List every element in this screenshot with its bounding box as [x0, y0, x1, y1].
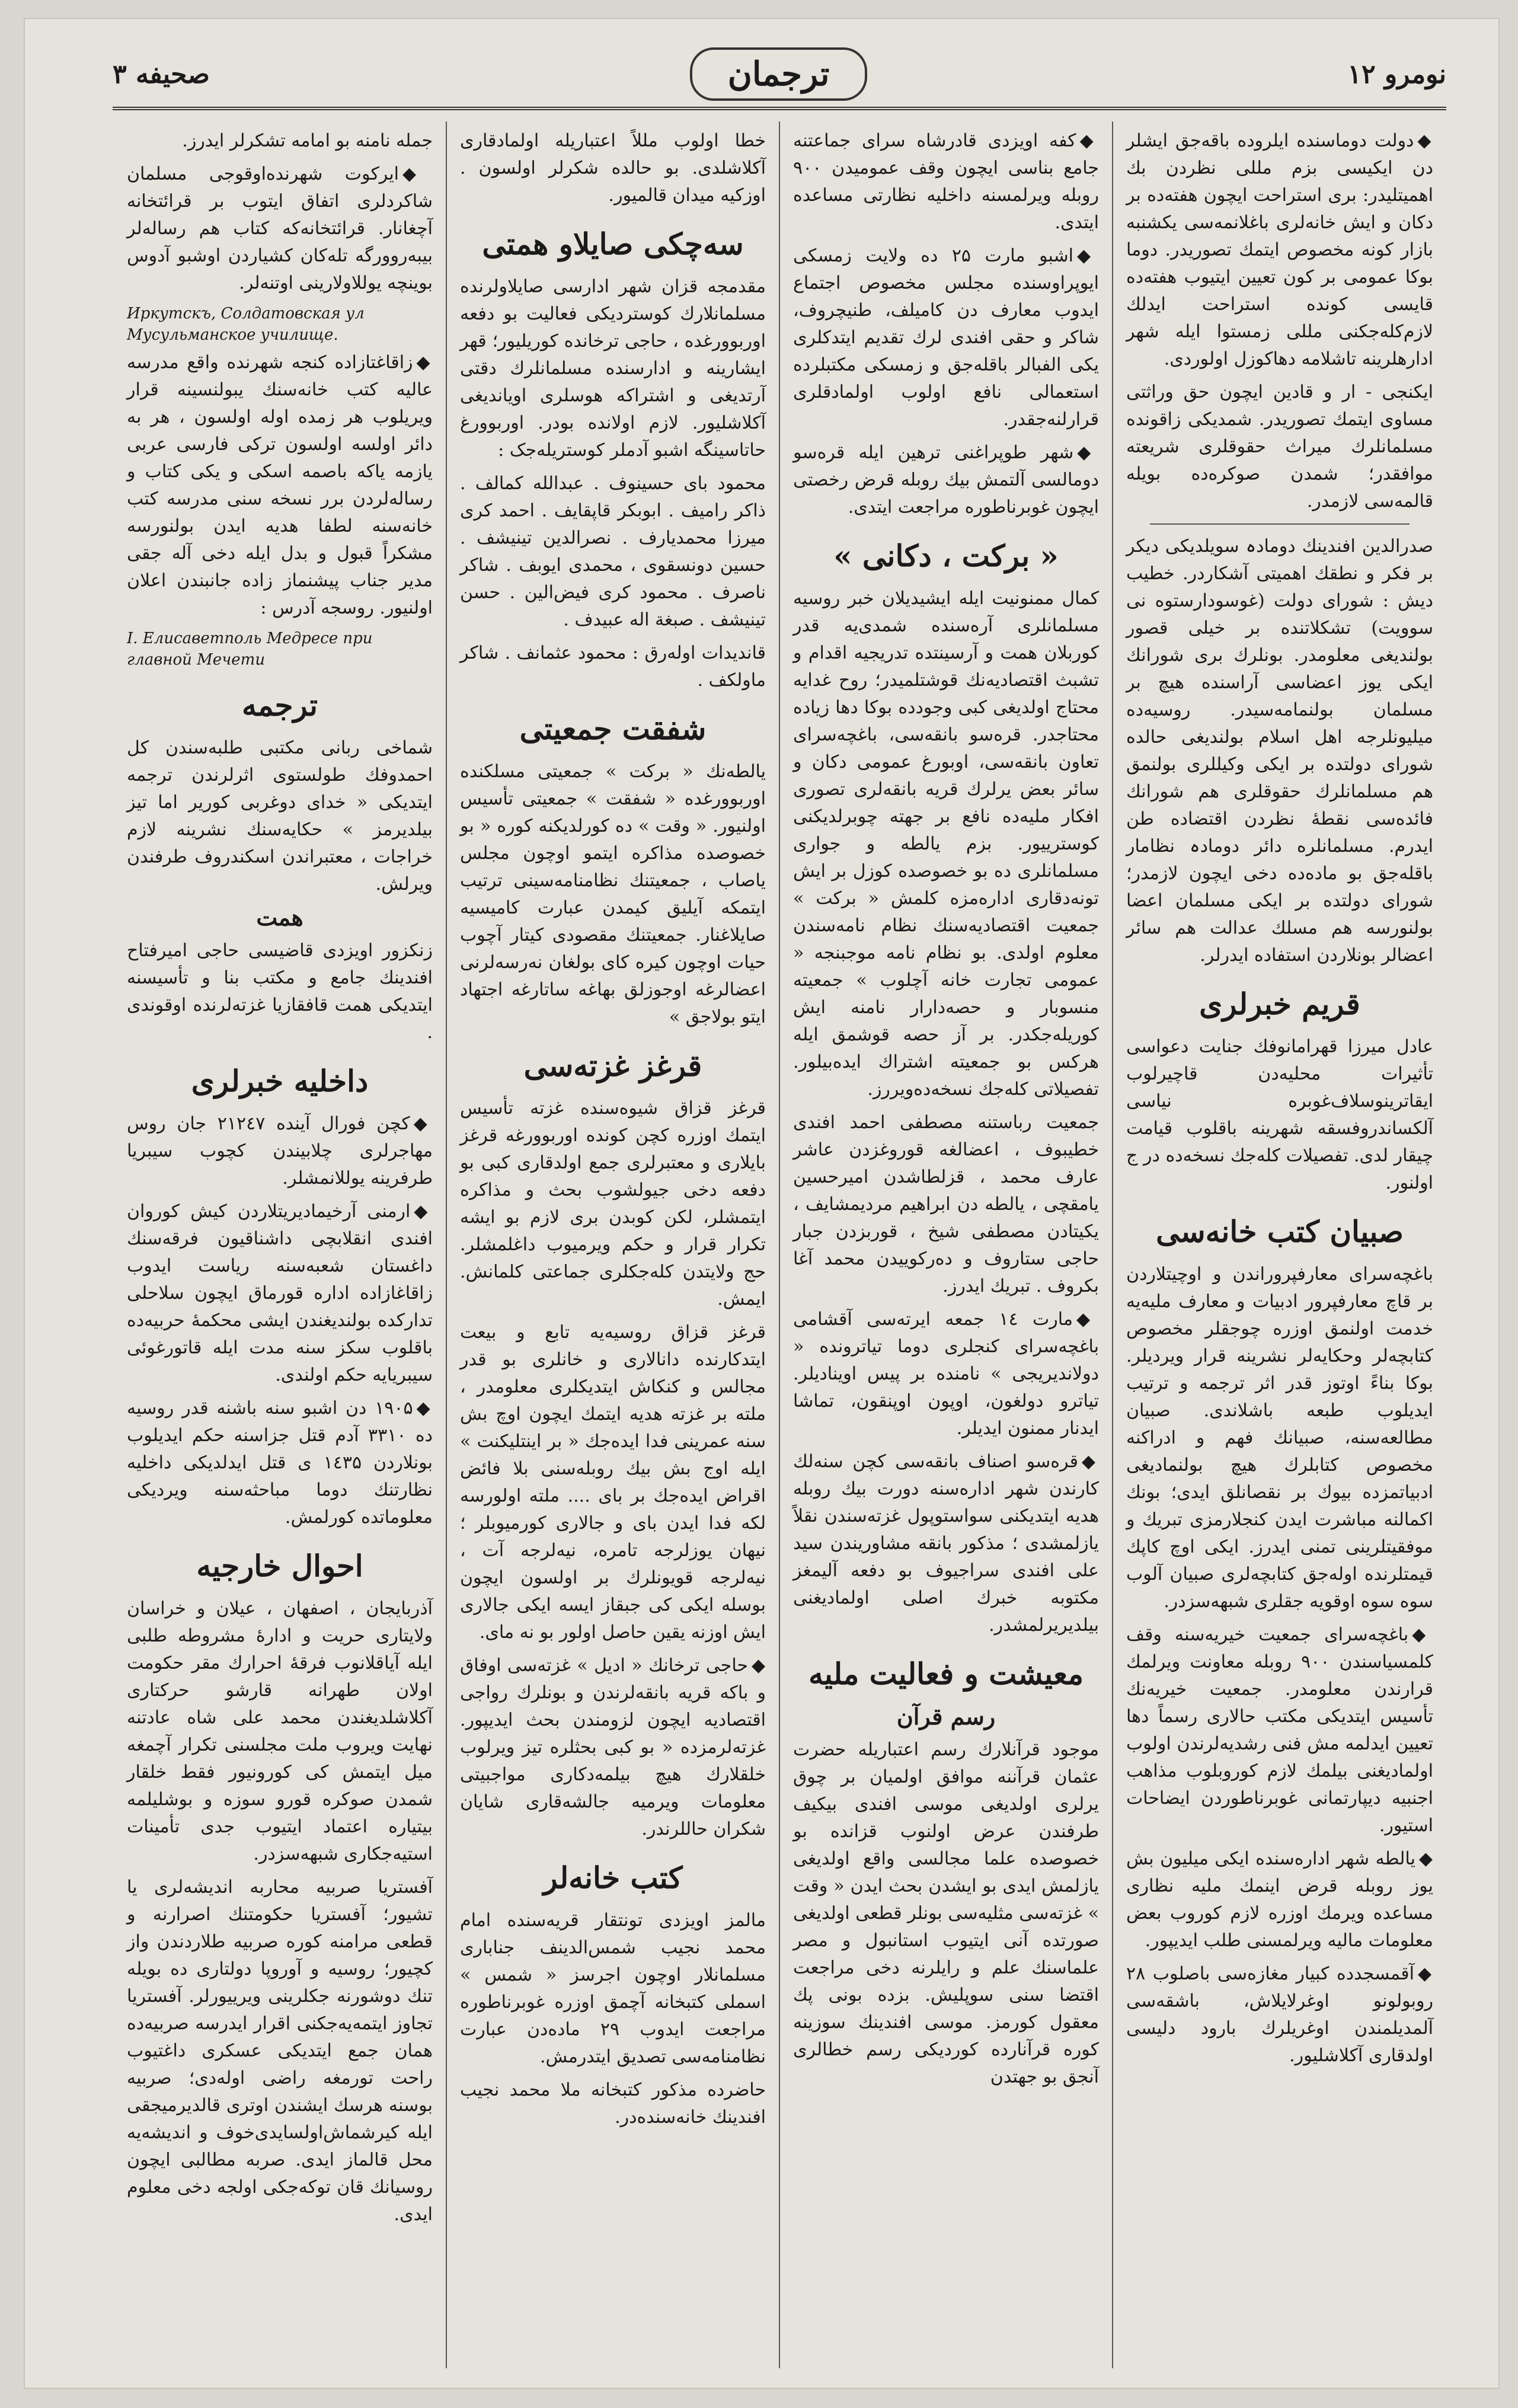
article-text: آقمسجدده کبیار مغازه‌سی باصلوب ۲۸ روبولونو اوغرلایلاش، باشقه‌سی آلمدیلمندن اوغریلرك بارود دلیسی اولدقاری آکلاشلیور.: [1126, 1963, 1433, 2066]
column-2: [780, 122, 1113, 2368]
russian-address: I. Елисаветполь Медресе при главной Мечети: [127, 630, 373, 669]
article-text: دولت دوماسنده ایلروده باقه‌جق ایشلر دن ایکیسی بزم مللی نظردن بك اهمیتلیدر: بری استراحت ایچون هفته‌ده بر دکان و ایش خانه‌لری باغلانمه‌سی یکشنبه بازار کونه مخصوص ایتمك تصوریدر. دوما بوکا عمومی بر کون تعیین ایتیوب هفته‌ده قایسی کونده استراحت ایدلك لازم‌کله‌جکنی مللی زمستوا ایله شهر ادارهلرینه تاشلامه دهاکوزل اولوردی.: [1126, 130, 1433, 369]
article-text: کفه اویزدی قادرشاه سرای جماعتنه جامع بناسی ایچون وقف عمومیدن ۹۰۰ روبله ویرلمسنه داخلیه نظارتی مساعده ایتدی.: [793, 130, 1099, 233]
article: [460, 1907, 766, 2071]
section-heading: معیشت و فعالیت ملیه: [808, 1656, 1084, 1691]
article: [793, 585, 1099, 1103]
article-text: صدرالدین افندینك دومادہ سویلدیکی دیکر بر فکر و نطقك اهمیتی آشکاردر. خطیب دیش : شورای دولت (غوسودارستوه نی سوویت) تشکلاتنده بر خیلی قصور بولندیغی معلومدر. بونلرك بری شورانك ایکی یوز اعضاسی آراسنده هیچ بر مسلمان بولنمامه‌سیدر. روسیه‌ده میلیونلرجه اهل اسلام بولندیغی حالده شورای دولتده بر ایکی وکیللری بولنمق هم مسلمانلرك حقوقلری هم شورانك فائده‌سی نقطه‌ٔ نظردن اقتضاده طن ایدرم. مسلمانلره دائر دومادہ نظامار باقله‌جق بو ماده‌ده دخی ایچون لازمدر؛ شورای دولتده بر ایکی مسلمان اعضا بولنورسه هم مسلك عدالت هم سائر اعضالر بونلاردن استفاده ایدرلر.: [1126, 536, 1433, 966]
divider: [1150, 523, 1410, 525]
article: ◆باغچه‌سرای جمعیت خیریه‌سنه وقف کلمسیاسندن ۹۰۰ روبله معاونت ویرلمك قرارندن معلومدر. جمعیت خیریه‌نك تأسیس ایتدیکی مکتب حالاری رسماً دها تعیین ایدلمه مش فنی رشدیه‌لرندن اولوب اولمادیغنی بیلمك لازم کوروبلوب مذاهب اجنبیه دیپارتمانی غوبرناطوردن ایضاحات استیور.: [1126, 1624, 1433, 1836]
subheading: همت: [256, 904, 303, 931]
newspaper-title: ترجمان: [690, 47, 868, 101]
article: ◆اشبو مارت ۲۵ ده ولایت زمسکی ایوپراوسنده مجلس مخصوص اجتماع ایدوب معارف دن کامیلف، طنیچروف، شاکر و حقی افندی لرك تقدیم ایتدکلری یکی الفبالر باقله‌جق و زمسکی مکتبلرده استعمالی نافع اولوب اولمادقلری قرارلنه‌جقدر.: [793, 245, 1099, 430]
article: ◆دولت دوماسنده ایلروده باقه‌جق ایشلر دن ایکیسی بزم مللی نظردن بك اهمیتلیدر: بری استراحت ایچون هفته‌ده بر دکان و ایش خانه‌لری باغلانمه‌سی یکشنبه بازار کونه مخصوص ایتمك تصوریدر. دوما بوکا عمومی بر کون تعیین ایتیوب هفته‌ده قایسی کونده استراحت ایدلك لازم‌کله‌جکنی مللی زمستوا ایله شهر ادارهلرینه تاشلامه دهاکوزل اولوردی.: [1126, 130, 1433, 369]
article-text: ۱۹۰۵ دن اشبو سنه باشنه قدر روسیه ده ۳۳۱۰ آدم قتل جزاسنه حکم ایدیلوب بونلاردن ۱٤۳۵ ی قتل ایدلدیکی داخلیه نظارتنك دوما مباحثه‌سنه ویردیکی معلوماتده کورلمش.: [127, 1398, 433, 1528]
article: ◆کچن فورال آینده ۲۱۲٤۷ جان روس مهاجرلری چلابیندن کچوب سیبریا طرفرینه یوللانمشلر.: [127, 1113, 433, 1189]
article: ◆کفه اویزدی قادرشاه سرای جماعتنه جامع بناسی ایچون وقف عمومیدن ۹۰۰ روبله ویرلمسنه داخلیه نظارتی مساعده ایتدی.: [793, 130, 1099, 233]
article-text: باغچه‌سرای جمعیت خیریه‌سنه وقف کلمسیاسندن ۹۰۰ روبله معاونت ویرلمك قرارندن معلومدر. جمعیت خیریه‌نك تأسیس ایتدیکی مکتب حالاری رسماً دها تعیین ایدلمه مش فنی رشدیه‌لرندن اولوب اولمادیغنی بیلمك لازم کوروبلوب مذاهب اجنبیه دیپارتمانی غوبرناطوردن ایضاحات استیور.: [1126, 1624, 1433, 1836]
article: [793, 1109, 1099, 1300]
section-heading: ترجمه: [241, 688, 318, 723]
section-heading: شفقت جمعیتی: [519, 711, 707, 746]
article: ◆قرەسو اصناف بانقه‌سی کچن سنه‌لك کارندن شهر اداره‌سنه دورت بیك روبله هدیه ایتدیکنی سواستوپول غزته‌سندن نقلاً یازلمشدی ؛ مذکور بانقه مشاوریندن سید علی افندی سراجیوف بو دفعه آلیمغز مکتوبه خبرك اصلی اولمادیغنی بیلدیریرلمشدر.: [793, 1451, 1099, 1636]
article: [127, 1595, 433, 1868]
article: [460, 758, 766, 1031]
article-text: آذربایجان ، اصفهان ، عیلان و خراسان ولایتاری حریت و ادارهٔ مشروطه طلبی ایله آیاقلانوب فرقهٔ احرارك مقر حکومت اولان طهرانه قارشو حرکتاری آکلاشلدیغندن محمد علی شاه عادتنه نهایت ویروب ملت مجلسنی تکرار آچمغه میل ایتمش کی کورونیور فقط خلقار شمدن صوکره قورو سوزه و بوشلیلمه بیتیاره اعتماد ایتیوب جدی تأمینات استیه‌جکاری شبهه‌سزدر.: [127, 1598, 433, 1864]
section-heading: « برکت ، دکانی »: [833, 538, 1059, 573]
article-text: زنکزور اویزدی قاضیسی حاجی امیرفتاح افندینك جامع و مکتب بنا و تأسیسنه ایتدیکی همت قافقازیا غزته‌لرنده اوقوندی .: [127, 940, 433, 1043]
article-text: قرغز قزاق شیوه‌سنده غزته تأسیس ایتمك اوزره کچن کونده اوربوورغه قرغز بایلاری و معتبرلری جمع اولدقاری کبی بو دفعه دخی جیولشوب بحث و مذاکره ایتمشلر، لکن کوبدن بری لازم بو ایشه تکرار قرار و حکم ویرمیوب داغلمشلر. حج ولایتدن کلەجکلری جماعتی کلمانش. ایمش.: [460, 1098, 766, 1310]
column-4: [114, 122, 447, 2368]
article-text: قاندیدات اولەرق : محمود عثمانف . شاکر ماولکف .: [460, 643, 766, 691]
russian-address: Иркутскъ, Солдатовская ул Мусульманское училище.: [127, 305, 365, 344]
article: [793, 1736, 1099, 2091]
article: ◆حاجی ترخانك « ادیل » غزته‌سی اوفاق و باکه قریه بانقه‌لرندن و بونلرك رواجی اقتصادیه ایچون لزومندن بحث ایدیپور. غزته‌لرمزده « بو کبی بحثلره تیز ویرلوب خلقلارك هیچ بیلمه‌دکاری مواجبیتی معلومات ویرمیه جالشه‌قاری شایان شکران حاللرندر.: [460, 1655, 766, 1839]
article: [460, 1319, 766, 1646]
article-text: عادل میرزا قهرامانوفك جنایت دعواسی تأثیرات محلیه‌دن قاچیرلوب ایقاترینوسلاف‌غوبره نیاسی آلکساندروفسقه شهرینه باقلوب قیامت چیقار لدی. تفصیلات کلەجك نسخه‌ده در ج اولنور.: [1126, 1036, 1433, 1193]
article: ◆زاقاغتازاده کنجه شهرنده واقع مدرسه عالیه کتب خانه‌سنك یبولنسینه قرار ویریلوب هر زمده اوله اولسون ، هر به دائر اولسه اولسون ترکی فارسی عربی یازمه یاکه باصمه اسکی و یکی کتاب و رساله‌لردن برر نسخه سنی مدرسه کتب خانه‌سنه لطفا هدیه ایدن بولنورسه مشکراً قبول و بدل ایله دخی آله جقی مدیر جناب پیشنماز زاده جانبندن اعلان اولنیور. روسجه آدرس :: [127, 352, 433, 618]
article-text: ایرکوت شهرنده‌اوقوجی مسلمان شاکردلری اتفاق ایتوب بر قرائتخانه آچغانار. قرائتخانه‌که کتاب هم رساله‌لر بیبه‌روورگه تله‌کان کشیاردن اوشبو آدوس بوینچه یوللاولارینی اوتنه‌لر.: [127, 164, 433, 293]
article: [127, 127, 433, 155]
article-text: جمله نامنه بو امامه تشکرلر ایدرز.: [182, 130, 433, 151]
column-3: [447, 122, 780, 2368]
article-text: حاضرده مذکور کتبخانه ملا محمد نجیب افندینك خانه‌سنده‌در.: [460, 2080, 766, 2128]
article: [460, 640, 766, 694]
section-heading: احوال خارجیه: [196, 1548, 363, 1583]
column-1: [1113, 122, 1446, 2368]
section-heading: قریم خبرلری: [1199, 986, 1360, 1021]
article: [1126, 1033, 1433, 1197]
article-text: مارت ۱٤ جمعه ایرته‌سی آقشامی باغچه‌سرای کنجلری دوما تیاترونده « دولاندیریجی » نامنده بر پیس اوینادیلر. تیاترو دولغون، اوپون اوپنقون، تماشا ایدنار ممنون ایدیلر.: [793, 1309, 1099, 1439]
article-text: شماخی ربانی مکتبی طلبه‌سندن کل احمدوفك طولستوی اثرلرندن ترجمه ایتدیکی « خدای دوغربی کوریر اما تیز بیلدیرمز » حکایه‌سنك نشرینه لازم خراجات ، معتبراندن اسکندروف طرفندن ویرلش.: [127, 737, 433, 895]
section-heading: سه‌چکی صایلاو همتی: [482, 226, 744, 261]
page-number: صحیفه ۳: [113, 59, 210, 90]
article-text: یالطه شهر ادارەسنده ایکی میلیون بش یوز روبله قرض اینمك ملیه نظاری مساعده ویرمك اوزره لازم کوروب بعض معلومات مالیه ویرلمسنی طلب ایدیپور.: [1126, 1848, 1433, 1951]
article: ◆ارمنی آرخیمادیریتلاردن کیش کوروان افندی انقلابچی داشناقیون فرقه‌سنك داغستان شعبه‌سنه ریاست ایدوب زاقاغازاده اداره قورماق ایچون سلاحلی تدارکده بولندیغندن ایشی محکمهٔ حربیه‌ده باقلوب سکز سنه مدت ایله قاتورغوئی سیبریایه حکم اولندی.: [127, 1201, 433, 1385]
article-text: یالطه‌نك « برکت » جمعیتی مسلکنده اوربوورغده « شفقت » جمعیتی تأسیس اولنیور. « وقت » ده کورلدیکنه کوره « بو خصوصده مذاکره ایتمو اوچون مجلس یاصاب ، جمعیتنك نظامنامه‌سینی ترتیب ایتمکه آیلیق کیمدن عبارت کامیسیه صایلاغنار. جمعیتنك مقصودی کیتار آچوب حیات اوچون کیره کای بولغان نه‌رسه‌لرنی اعضالرغه اوجوزلق بهاغه ساتارغه اجتهاد ایتو بولاجق »: [460, 761, 766, 1027]
article-text: موجود قرآنلارك رسم اعتباریله حضرت عثمان قرآننه موافق اولمیان بر چوق یرلری اولدیغی موسی افندی بیکیف طرفندن عرض اولنوب قزانده بو خصوصده علما مجالسی واقع اولدیغی یازلمش ایدی بو ایشدن بحث ایدن « وقت » غزته‌سی مثلیه‌سی بونلر قطعی اولدیغی صورتده آنی ایتیوب استانبول و مصر علماسنك علم و رایلرنه دخی مراجعت اقتضا سنی سوپلیش. بزده بونی پك معقول کورمز. موسی افندینك سوزینه کوره قرآنارده کوردیکی رسم خطالری آنجق بو جهتدن: [793, 1739, 1099, 2087]
article: [460, 2077, 766, 2131]
article-text: مالمز اویزدی تونتقار قریه‌سنده امام محمد نجیب شمس‌الدینف جناباری مسلمانلار اوچون اجرسز « شمس » اسملی کتبخانه آچمق اوزره غوبرناطوره مراجعت ایدوب ۲۹ ماده‌دن عبارت نظامنامه‌سی تصدیق ایتدرمش.: [460, 1910, 766, 2067]
article-text: زاقاغتازاده کنجه شهرنده واقع مدرسه عالیه کتب خانه‌سنك یبولنسینه قرار ویریلوب هر زمده اوله اولسون ، هر به دائر اولسه اولسون ترکی فارسی عربی یازمه یاکه باصمه اسکی و یکی کتاب و رساله‌لردن برر نسخه سنی مدرسه کتب خانه‌سنه لطفا هدیه ایدن بولنورسه مشکراً قبول و بدل ایله دخی آله جقی مدیر جناب پیشنماز زاده جانبندن اعلان اولنیور. روسجه آدرس :: [127, 352, 433, 618]
section-heading: صبیان کتب خانه‌سی: [1156, 1214, 1404, 1249]
article-text: حاجی ترخانك « ادیل » غزته‌سی اوفاق و باکه قریه بانقه‌لرندن و بونلرك رواجی اقتصادیه ایچون لزومندن بحث ایدیپور. غزته‌لرمزده « بو کبی بحثلره تیز ویرلوب خلقلارك هیچ بیلمه‌دکاری مواجبیتی معلومات ویرمیه جالشه‌قاری شایان شکران حاللرندر.: [460, 1655, 766, 1839]
article: ◆آقمسجدده کبیار مغازه‌سی باصلوب ۲۸ روبولونو اوغرلایلاش، باشقه‌سی آلمدیلمندن اوغریلرك بارود دلیسی اولدقاری آکلاشلیور.: [1126, 1963, 1434, 2066]
article-text: ایکنجی - ار و قادین ایچون حق وراثتی مساوی ایتمك تصوریدر. شمدیکی زاقونده مسلمانلرك میراث حقوقلری شریعته موافقدر؛ شمدن صوکره‌ده بویله قالمه‌سی لازمدر.: [1126, 382, 1433, 512]
article-text: آفستریا صربیه محاربه اندیشه‌لری یا تشیور؛ آفستریا حکومتنك اصرارنه و قطعی مرامنه کوره صربیه طلاردندن واز کچیور؛ روسیه و آوروپا دولتاری ده بویله تنك دوشورنه جکلرینی ویرییورلر. آفستریا تجاوز ایتمه‌یه‌جکنی اقرار ایدرسه صربیه‌ده همان جمع ایتدیکی عسکری داغتیوب راحت تورمغه راضی اولەدی؛ صربیه بوسنه هرسك ایشندن اوتری قالدیرمیجقی ایله کیرشماش‌اولسایدی‌خوف و اندیشه‌یه محل قالماز ایدی. صربه مطالبی ایچون روسیانك قان توکه‌جکی اولجه دخی معلوم ایدی.: [127, 1877, 433, 2225]
article: [127, 734, 433, 898]
article: [460, 127, 766, 209]
article-text: اشبو مارت ۲۵ ده ولایت زمسکی ایوپراوسنده مجلس مخصوص اجتماع ایدوب معارف دن کامیلف، طنیچروف، شاکر و حقی افندی لرك تقدیم ایتدکلری یکی الفبالر باقله‌جق و زمسکی مکتبلرده استعمالی نافع اولوب اولمادقلری قرارلنه‌جقدر.: [793, 245, 1099, 430]
article: [460, 1095, 766, 1313]
article-text: قرغز قزاق روسیه‌یه تابع و بیعت ایتدکارنده دانالاری و خانلری بو قدر مجالس و کنکاش ایتدیکلری معلومدر ، ملته بر غزته هدیه ایتمك ایچون اوچ بش سنه عمرینی فدا ایده‌جك « بر اینتلیکنت » ایله اوج بش بیك روبله‌سنی بلا فائض اقراض ایده‌جك بر بای .... ملته اولورسه لکه فدا ایدن بای و جالاری کورمیوبلر ؛ نیهان یوزلرجه تامره، نیه‌لرجه آت ، نیه‌لرجه قویونلرك بر اولسون ایچون بوسله ایکی کی جبقاز ایسه ایکی جالاری ایش اوزنه یقین حاصل اولور بو نه مای.: [460, 1322, 766, 1643]
article-text: کمال ممنونیت ایله ایشیدیلان خبر روسیه مسلمانلری آرەسنده شمدی‌یه قدر کوربلان همت و آرسینتده تدریجیه اقدام و تشبث اقتصادیه‌نك قوشتلمیدر؛ روح غدایه محتاج اولدیغی کبی وجودده بوکا دها زیاده محتاجدر. قرەسو بانقه‌سی، باغچه‌سرای تعاون بانقه‌سی، اوبورغ عمومی دکان و سائر بعض یرلرك قریه بانقه‌لری تصوری افکار ملیه‌ده ‌نافع بر جهته چوبرلدیکنی کوسترییور. بزم یالطه و جوارى مسلمانلری ده بو خصوصده کوزل بر ایش تونه‌دقاری اداره‌مزه کلمش « برکت » جمعیت اقتصادیه‌سنك نظام نامه‌سندن معلوم اولدی. بو نظام نامه موجبنجه « عمومی تجارت خانه آچلوب » جمعیته منسوبار و حصه‌دارار نامنه ایش کوریله‌جکدر. بر آز حصه قوشمق ایله هرکس بو جمعیته اشتراك ایده‌بیلور. تفصیلاتی کلەجك نسخه‌ده‌ویررز.: [793, 588, 1099, 1100]
article-text: مقدمجه قزان شهر ادارسی صایلاولرنده مسلمانلارك کوسترديکی فعالیت بو دفعه اوربوورغده ، حاجی ترخانده کوریلیور؛ قهر ایشارینه و ادارسنده مسلمانلرك دقتی آرتدیغی و اشتراکه هوسلری اویاندیغی آکلاشلیور. لازم اولانده بودر. اوربوورغ حاتاسینگه اشبو آدملر کوستریله‌جک :: [460, 276, 766, 461]
issue-number: نومرو ۱۲: [1347, 59, 1446, 90]
article: ◆۱۹۰۵ دن اشبو سنه باشنه قدر روسیه ده ۳۳۱۰ آدم قتل جزاسنه حکم ایدیلوب بونلاردن ۱٤۳۵ ی قتل ایدلدیکی داخلیه نظارتنك دوما مباحثه‌سنه ویردیکی معلوماتده کورلمش.: [127, 1398, 433, 1528]
page-header: [113, 41, 1446, 110]
article: [127, 1874, 433, 2228]
article: [1126, 1261, 1433, 1615]
article: [460, 470, 766, 634]
article: ◆ایرکوت شهرنده‌اوقوجی مسلمان شاکردلری اتفاق ایتوب بر قرائتخانه آچغانار. قرائتخانه‌که کتاب هم رساله‌لر بیبه‌روورگه تله‌کان کشیاردن اوشبو آدوس بوینچه یوللاولارینی اوتنه‌لر.: [127, 164, 433, 293]
article-text: خطا اولوب مللاً اعتباریله اولمادقاری آکلاشلدی. بو حالده شکرلر اولسون . اوزکیه میدان قالمیور.: [460, 130, 766, 206]
article-text: کچن فورال آینده ۲۱۲٤۷ جان روس مهاجرلری چلابیندن کچوب سیبریا طرفرینه یوللانمشلر.: [127, 1113, 433, 1189]
article: [1126, 533, 1433, 969]
subheading: رسم قرآن: [896, 1703, 996, 1730]
section-heading: قرغز غزته‌سی: [523, 1048, 702, 1083]
article: [1126, 379, 1433, 515]
section-heading: کتب خانەلر: [543, 1860, 683, 1895]
article: ◆شهر طوپراغنی ترهین ایله قره‌سو دومالسی آلتمش بیك روبله قرض رخصتی ایچون غوبرناطوره مراجعت ایتدی.: [793, 442, 1099, 518]
article-text: ارمنی آرخیمادیریتلاردن کیش کوروان افندی انقلابچی داشناقیون فرقه‌سنك داغستان شعبه‌سنه ریاست ایدوب زاقاغازاده اداره قورماق ایچون سلاحلی تدارکده بولندیغندن ایشی محکمهٔ حربیه‌ده باقلوب سکز سنه مدت ایله قاتورغوئی سیبریایه حکم اولندی.: [127, 1201, 433, 1385]
article: [460, 273, 766, 464]
article-text: قرەسو اصناف بانقه‌سی کچن سنه‌لك کارندن شهر اداره‌سنه دورت بیك روبله هدیه ایتدیکنی سواستوپول غزته‌سندن نقلاً یازلمشدی ؛ مذکور بانقه مشاوریندن سید علی افندی سراجیوف بو دفعه آلیمغز مکتوبه خبرك اصلی اولمادیغنی بیلدیریرلمشدر.: [793, 1451, 1099, 1636]
columns: [113, 122, 1446, 2368]
article: ◆مارت ۱٤ جمعه ایرته‌سی آقشامی باغچه‌سرای کنجلری دوما تیاترونده « دولاندیریجی » نامنده بر پیس اوینادیلر. تیاترو دولغون، اوپون اوپنقون، تماشا ایدنار ممنون ایدیلر.: [793, 1309, 1099, 1439]
article-text: جمعیت رباستنه مصطفی احمد افندی خطیبوف ، اعضالغه قوروغزدن عاشر عارف محمد ، قزلطاشدن امیرحسین یامقچی ، یالطه دن ابراهیم مردیمشایف ، یکیتادن مصطفی شیخ ، قوربزدن جبار حاجی ستاروف و ده‌رکوییدن محمد آغا بکروف . تبریك ایدرز.: [793, 1112, 1099, 1296]
section-heading: داخلیه خبرلری: [191, 1064, 369, 1098]
article-text: محمود بای حسینوف . عبدالله کمالف . ذاکر رامیف . ابوبکر قاپقایف . احمد کری میرزا محمدیارف . نصرالدین تینیشف . حسین دونسقوی ، محمدی ایوبف . شاکر ناصرف . محمود کری فیض‌الین . حسن تینیشف . صبغة اله عبیدف .: [460, 473, 766, 630]
newspaper-page: [24, 18, 1500, 2389]
article: ◆یالطه شهر ادارەسنده ایکی میلیون بش یوز روبله قرض اینمك ملیه نظاری مساعده ویرمك اوزره لازم کوروب بعض معلومات مالیه ویرلمسنی طلب ایدیپور.: [1126, 1848, 1433, 1951]
article: [127, 937, 433, 1046]
article-text: باغچه‌سرای معارفپروراندن و اوچیتلاردن بر قاچ معارفپرور ادبیات و معارف ملیه‌یه خدمت اولنمق اوزره چوجقلر مخصوص کتابچەلر وحکایه‌لر نشرینه قرار ویردیلر. بوکا بناءً اوتوز قدر اثر ترجمه و ترتیب ایدیلوب طبعه باشلاندی. صبیان مطالعه‌سنه، صبیانك فهم و ادراکنه مخصوص کتابلرك هیچ بولنمادیغی ادبیاتمزده بیوك بر نقصانلق ایدی؛ بونك اکمالنه مباشرت ایدن کنجلارمزی تبریك و موفقیتلرینی تمنی ایدرز. ایکی اوچ کاپك قیمتلرنده اولەجق کتابچەلری صبیان آلوب سوه سوه اوقویه جقلری شبهه‌سزدر.: [1126, 1264, 1433, 1612]
article-text: شهر طوپراغنی ترهین ایله قره‌سو دومالسی آلتمش بیك روبله قرض رخصتی ایچون غوبرناطوره مراجعت ایتدی.: [793, 442, 1099, 518]
